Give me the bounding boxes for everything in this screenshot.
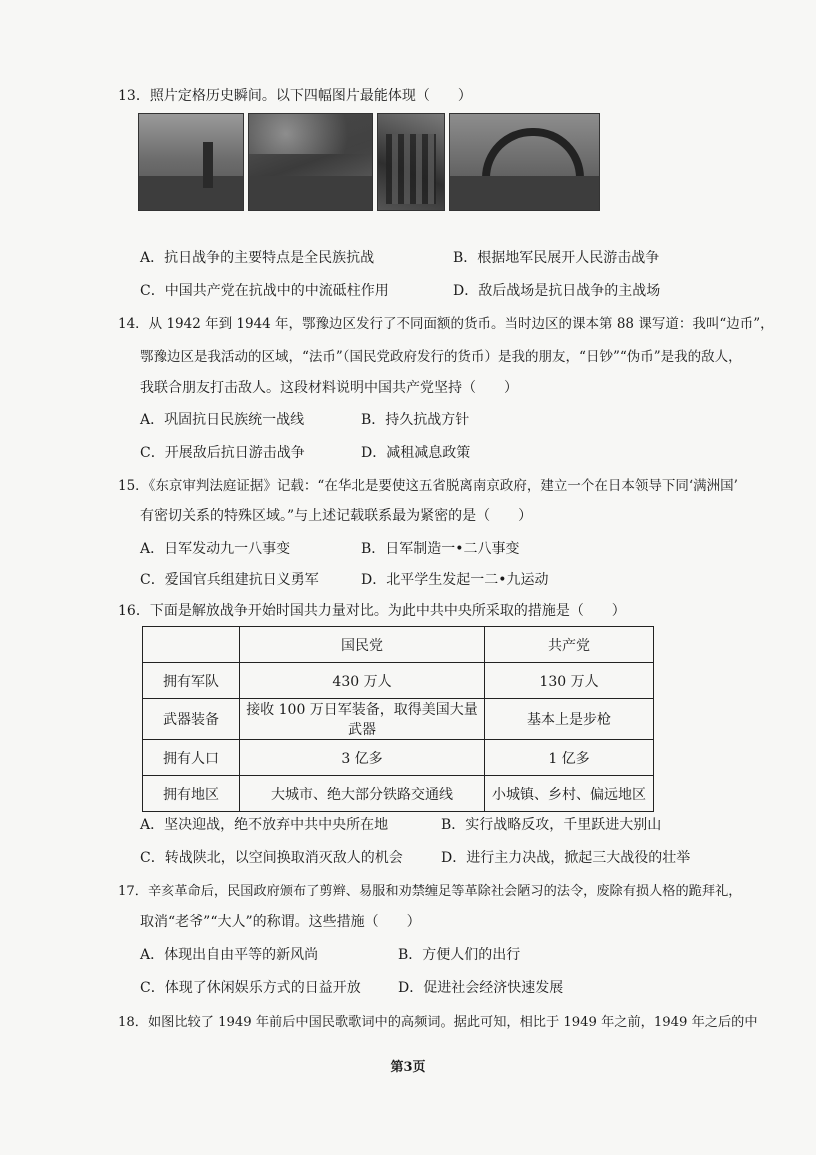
table-cell: 130 万人 [485,663,654,699]
page-number: 第3页 [390,1060,426,1075]
q17-line-2: 取消“老爷”“大人”的称谓。这些措施（ ） [140,914,421,930]
table-cell: 拥有地区 [143,776,240,812]
photo-soldiers [377,113,445,211]
table-cell: 武器装备 [143,699,240,740]
q15-option-b: B．日军制造一•二八事变 [361,541,520,557]
q17-option-d: D．促进社会经济快速发展 [398,980,564,996]
q15-option-a: A．日军发动九一八事变 [140,541,291,557]
q18-line-1: 18．如图比较了 1949 年前后中国民歌歌词中的高频词。据此可知，相比于 1949 年之前，1949 年之后的中 [118,1015,758,1030]
q14-option-a: A．巩固抗日民族统一战线 [140,412,305,428]
q17-option-b: B．方便人们的出行 [398,947,521,963]
q14-line-3: 我联合朋友打击敌人。这段材料说明中国共产党坚持（ ） [140,380,518,396]
table-header-row [143,627,654,663]
q17-option-c: C．体现了休闲娱乐方式的日益开放 [140,980,361,996]
q13-option-b: B．根据地军民展开人民游击战争 [453,250,660,266]
table-cell: 接收 100 万日军装备，取得美国大量武器 [240,699,485,740]
table-cell: 小城镇、乡村、偏远地区 [485,776,654,812]
table-header-cell [143,627,240,663]
photo-battle [248,113,373,211]
photo-pagoda [138,113,244,211]
q13-option-a: A．抗日战争的主要特点是全民族抗战 [140,250,375,266]
table-cell: 大城市、绝大部分铁路交通线 [240,776,485,812]
q16-option-a: A．坚决迎战，绝不放弃中共中央所在地 [140,817,389,833]
table-header-cell: 共产党 [485,627,654,663]
table-row [143,776,654,812]
table-row [143,740,654,776]
table-cell: 拥有军队 [143,663,240,699]
table-header-cell: 国民党 [240,627,485,663]
q16-option-c: C．转战陕北，以空间换取消灭敌人的机会 [140,850,403,866]
q13-photo-strip [138,113,600,209]
q13-stem: 13．照片定格历史瞬间。以下四幅图片最能体现（ ） [118,88,472,104]
q17-option-a: A．体现出自由平等的新风尚 [140,947,319,963]
q17-line-1: 17．辛亥革命后，民国政府颁布了剪辫、易服和劝禁缠足等革除社会陋习的法令，废除有损人格的跪拜礼， [118,884,742,899]
photo-gate [449,113,600,211]
q14-option-d: D．减租减息政策 [361,445,471,461]
q14-line-2: 鄂豫边区是我活动的区域，“法币”（国民党政府发行的货币）是我的朋友，“日钞”“伪币”是我的敌人， [140,349,742,365]
q15-option-c: C．爱国官兵组建抗日义勇军 [140,572,319,588]
table-row [143,663,654,699]
table-cell: 拥有人口 [143,740,240,776]
q14-line-1: 14．从 1942 年到 1944 年，鄂豫边区发行了不同面额的货币。当时边区的课本第 88 课写道：我叫“边币”， [118,316,774,332]
q16-option-d: D．进行主力决战，掀起三大战役的壮举 [441,850,691,866]
q15-line-2: 有密切关系的特殊区域。”与上述记载联系最为紧密的是（ ） [140,508,533,524]
q16-option-b: B．实行战略反攻，千里跃进大别山 [441,817,662,833]
table-cell: 3 亿多 [240,740,485,776]
table-cell: 430 万人 [240,663,485,699]
q15-line-1: 15．《东京审判法庭证据》记载：“在华北是要使这五省脱离南京政府，建立一个在日本领导下同‘满洲国’ [118,478,738,494]
table-row [143,699,654,740]
q13-option-d: D．敌后战场是抗日战争的主战场 [453,283,661,299]
table-cell: 基本上是步枪 [485,699,654,740]
table-cell: 1 亿多 [485,740,654,776]
forces-comparison-table [142,626,654,812]
q14-option-b: B．持久抗战方针 [361,412,470,428]
q13-option-c: C．中国共产党在抗战中的中流砥柱作用 [140,283,389,299]
q14-option-c: C．开展敌后抗日游击战争 [140,445,305,461]
q15-option-d: D．北平学生发起一二•九运动 [361,572,549,588]
q16-stem: 16．下面是解放战争开始时国共力量对比。为此中共中央所采取的措施是（ ） [118,603,626,619]
